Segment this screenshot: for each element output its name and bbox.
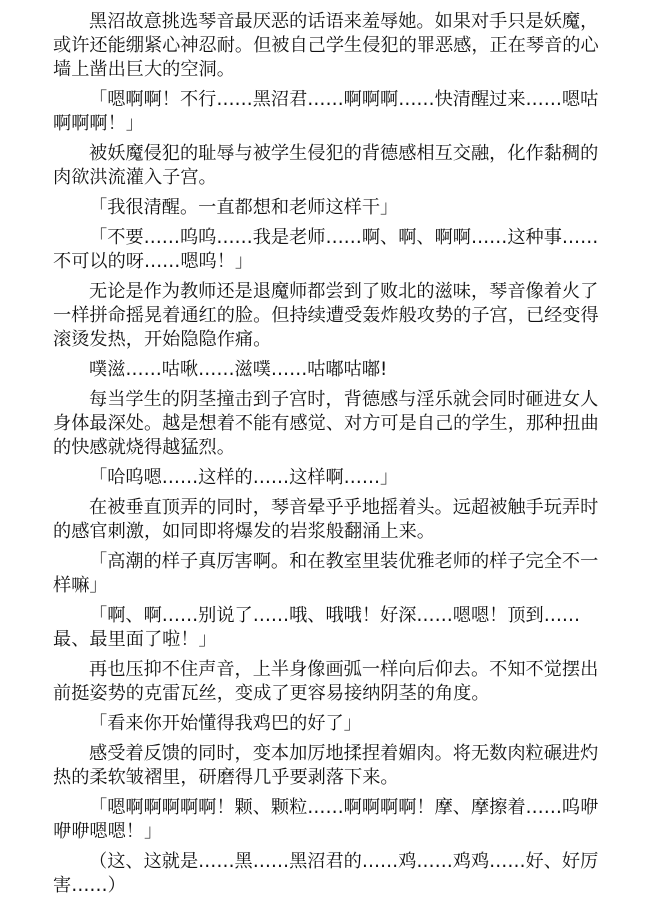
body-text [53, 10, 604, 904]
paragraph: 感受着反馈的同时，变本加厉地揉捏着媚肉。将无数肉粒碾进灼热的柔软皱褶里，研磨得几乎要剥落下来。 [53, 743, 599, 788]
paragraph: 被妖魔侵犯的耻辱与被学生侵犯的背德感相互交融，化作黏稠的肉欲洪流灌入子宫。 [53, 143, 599, 188]
paragraph: 无论是作为教师还是退魔师都尝到了败北的滋味，琴音像着火了一样拼命摇晃着通红的脸。但持续遭受轰炸般攻势的子宫，已经变得滚烫发热，开始隐隐作痛。 [53, 281, 599, 350]
dialogue-paragraph: 「啊、啊……别说了……哦、哦哦！好深……嗯嗯！顶到……最、最里面了啦！」 [53, 605, 581, 650]
dialogue-paragraph: 「嗯啊啊！不行……黑沼君……啊啊啊……快清醒过来……嗯咕啊啊啊！」 [53, 89, 599, 134]
inner-thought-paragraph: （这、这就是……黑……黑沼君的……鸡……鸡鸡……好、好厉害……） [53, 851, 599, 896]
dialogue-paragraph: 「看来你开始懂得我鸡巴的好了」 [89, 713, 362, 734]
dialogue-paragraph: 「不要……呜呜……我是老师……啊、啊、啊啊……这种事……不可以的呀……嗯呜！」 [53, 227, 599, 272]
paragraph: 再也压抑不住声音，上半身像画弧一样向后仰去。不知不觉摆出前挺姿势的克雷瓦丝，变成了更容易接纳阴茎的角度。 [53, 659, 599, 704]
dialogue-paragraph: 「嗯啊啊啊啊啊！颗、颗粒……啊啊啊啊！摩、摩擦着……呜咿咿咿嗯嗯！」 [53, 797, 599, 842]
dialogue-paragraph: 「高潮的样子真厉害啊。和在教室里装优雅老师的样子完全不一样嘛」 [53, 551, 599, 596]
paragraph: 每当学生的阴茎撞击到子宫时，背德感与淫乐就会同时砸进女人身体最深处。越是想着不能有感觉、对方可是自己的学生，那种扭曲的快感就烧得越猛烈。 [53, 389, 599, 458]
dialogue-paragraph: 「我很清醒。一直都想和老师这样干」 [89, 197, 399, 218]
paragraph: 噗滋……咕啾……滋噗……咕嘟咕嘟! [89, 359, 388, 380]
dialogue-paragraph: 「哈呜嗯……这样的……这样啊……」 [89, 467, 399, 488]
paragraph: 在被垂直顶弄的同时，琴音晕乎乎地摇着头。远超被触手玩弄时的感官刺激，如同即将爆发的岩浆般翻涌上来。 [53, 497, 599, 542]
paragraph: 黑沼故意挑选琴音最厌恶的话语来羞辱她。如果对手只是妖魔，或许还能绷紧心神忍耐。但被自己学生侵犯的罪恶感，正在琴音的心墙上凿出巨大的空洞。 [53, 11, 599, 80]
